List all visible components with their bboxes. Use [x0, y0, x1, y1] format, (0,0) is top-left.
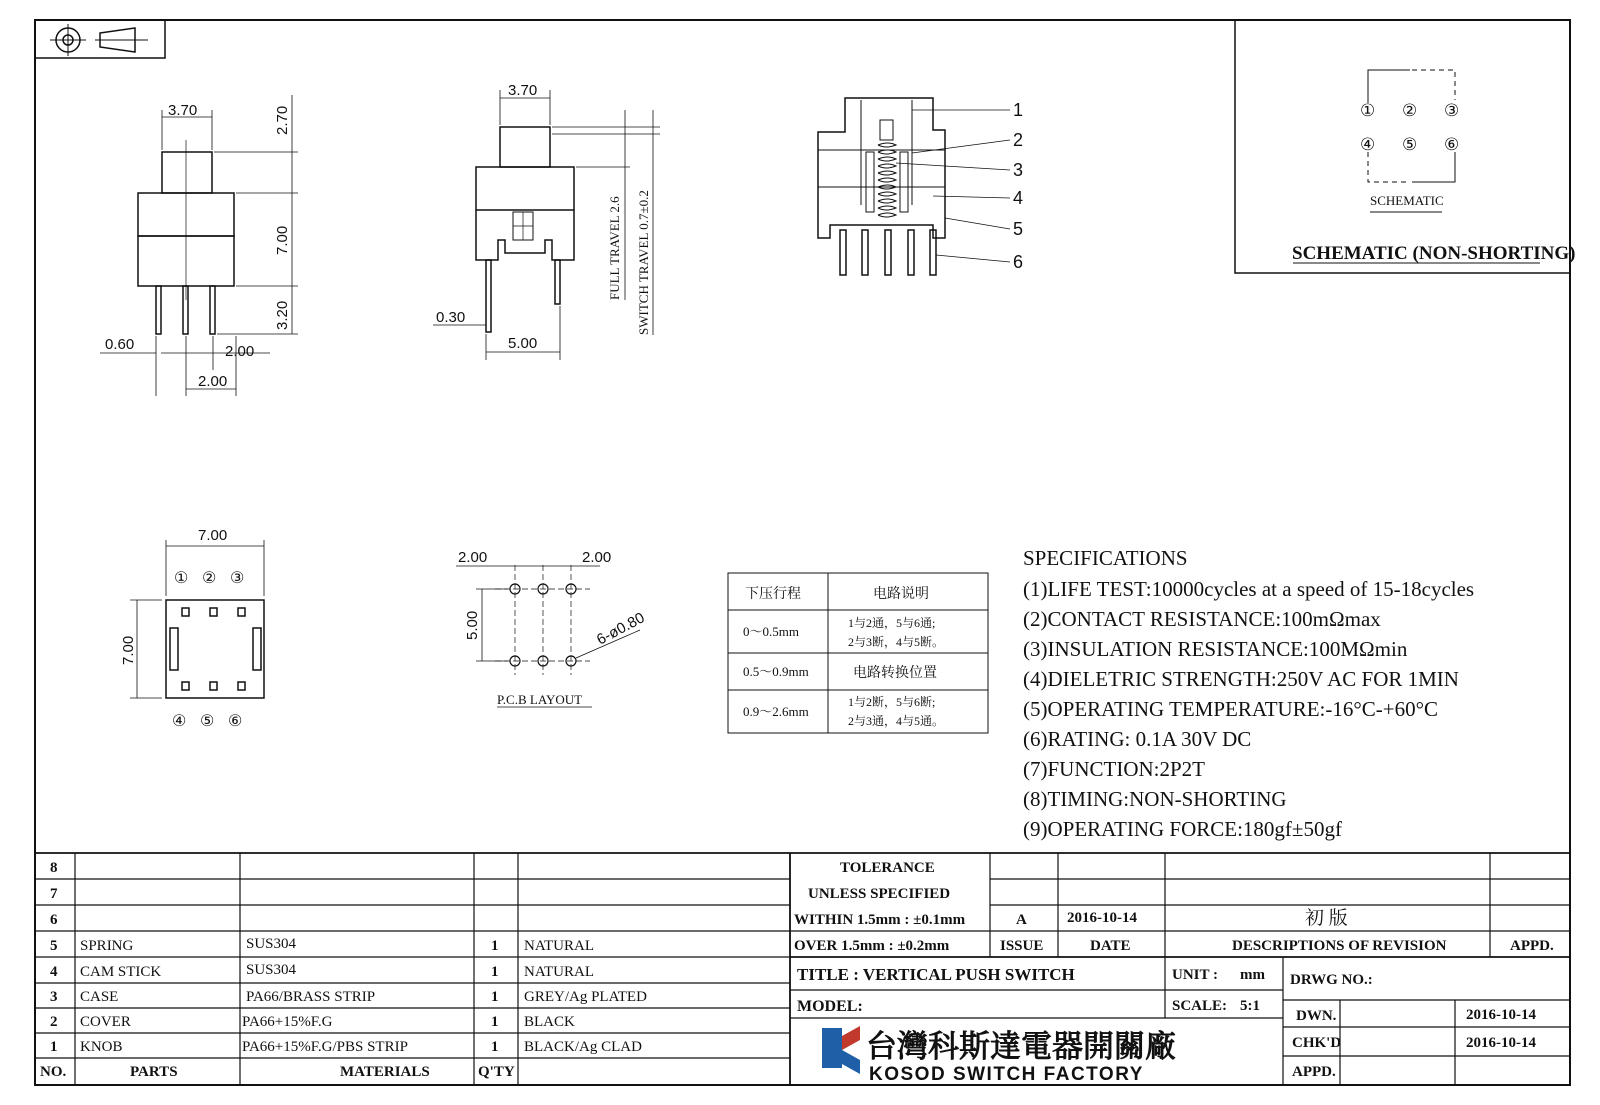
bom-no: 1: [50, 1039, 58, 1055]
bom-no: 7: [50, 886, 58, 902]
revision-header-appd: APPD.: [1510, 938, 1554, 954]
front-pins-dim: 3.20: [274, 300, 291, 330]
company-name-cn: 台灣科斯達電器開關廠: [866, 1029, 1176, 1064]
spec-item: (5)OPERATING TEMPERATURE:-16°C-+60°C: [1023, 697, 1439, 721]
bottom-pin-4: ④: [172, 713, 187, 730]
revision-issue: A: [1016, 912, 1027, 928]
bom-qty: 1: [491, 964, 499, 980]
spec-item: (7)FUNCTION:2P2T: [1023, 757, 1205, 781]
travel-row-3: 0.9～2.6mm: [743, 704, 809, 719]
bom-part: KNOB: [80, 1039, 123, 1055]
travel-row-1: 0～0.5mm: [743, 624, 799, 639]
bom-material: SUS304: [246, 936, 297, 952]
unit-label: UNIT :: [1172, 967, 1218, 983]
schematic-pin-4: ④: [1360, 135, 1376, 154]
switch-travel-dim: SWITCH TRAVEL 0.7±0.2: [636, 190, 651, 335]
bom-rows: [40, 860, 647, 1080]
side-span-dim: 5.00: [508, 335, 538, 352]
front-pitch-a-dim: 2.00: [225, 343, 255, 360]
bom-finish: NATURAL: [524, 938, 594, 954]
bom-part: CAM STICK: [80, 964, 162, 980]
spec-title: SPECIFICATIONS: [1023, 546, 1188, 570]
drawing-number-label: DRWG NO.:: [1290, 972, 1373, 988]
bom-part: COVER: [80, 1014, 131, 1030]
spec-item: (4)DIELETRIC STRENGTH:250V AC FOR 1MIN: [1023, 667, 1459, 691]
bottom-view: [130, 540, 264, 698]
company-logo-icon: [822, 1026, 860, 1074]
section-view: [818, 98, 1010, 275]
front-pitch-b-dim: 2.00: [198, 373, 228, 390]
revision-date: 2016-10-14: [1067, 910, 1137, 926]
bom-finish: GREY/Ag PLATED: [524, 989, 647, 1005]
travel-row-2: 0.5～0.9mm: [743, 664, 809, 679]
bottom-pin-5: ⑤: [200, 713, 215, 730]
bom-material: PA66/BRASS STRIP: [246, 989, 376, 1005]
front-width-dim: 3.70: [168, 102, 198, 119]
drawn-label: DWN.: [1296, 1008, 1337, 1024]
circuit-row-3a: 1与2断，5与6断;: [848, 695, 936, 709]
callout-5: 5: [1013, 219, 1024, 239]
front-body-dim: 7.00: [274, 225, 291, 255]
spec-item: (1)LIFE TEST:10000cycles at a speed of 15-18cycles: [1023, 577, 1475, 601]
schematic-pin-6: ⑥: [1444, 135, 1460, 154]
bom-finish: BLACK: [524, 1014, 575, 1030]
side-pin-thickness-dim: 0.30: [436, 309, 466, 326]
callout-3: 3: [1013, 160, 1024, 180]
bom-header-parts: PARTS: [130, 1064, 178, 1080]
bom-no: 5: [50, 938, 58, 954]
bom-no: 3: [50, 989, 58, 1005]
tolerance-subtitle: UNLESS SPECIFIED: [808, 886, 951, 902]
scale-value: 5:1: [1240, 998, 1260, 1014]
pcb-pitch-b-dim: 2.00: [582, 549, 612, 566]
projection-symbol-icon: [35, 20, 165, 58]
callout-1: 1: [1013, 100, 1024, 120]
side-width-dim: 3.70: [508, 82, 538, 99]
bom-no: 4: [50, 964, 58, 980]
tolerance-over: OVER 1.5mm : ±0.2mm: [794, 938, 950, 954]
bom-qty: 1: [491, 989, 499, 1005]
pcb-pitch-a-dim: 2.00: [458, 549, 488, 566]
bom-no: 2: [50, 1014, 58, 1030]
bom-header-qty: Q'TY: [478, 1064, 515, 1080]
drawn-date: 2016-10-14: [1466, 1007, 1536, 1023]
bom-no: 8: [50, 860, 58, 876]
full-travel-dim: FULL TRAVEL 2.6: [607, 196, 622, 300]
specifications: [1023, 546, 1474, 841]
bom-qty: 1: [491, 938, 499, 954]
bottom-pin-1: ①: [174, 570, 189, 587]
bom-no: 6: [50, 912, 58, 928]
company-name-en: KOSOD SWITCH FACTORY: [869, 1064, 1144, 1085]
bottom-pin-2: ②: [202, 570, 217, 587]
scale-label: SCALE:: [1172, 998, 1228, 1014]
circuit-row-1b: 2与3断，4与5断。: [848, 635, 945, 649]
schematic-title: SCHEMATIC (NON-SHORTING): [1292, 243, 1576, 264]
pcb-label: P.C.B LAYOUT: [497, 692, 583, 707]
bom-material: PA66+15%F.G: [242, 1014, 333, 1030]
schematic-pin-3: ③: [1444, 101, 1460, 120]
spec-item: (9)OPERATING FORCE:180gf±50gf: [1023, 817, 1342, 841]
callout-6: 6: [1013, 252, 1024, 272]
schematic-diagram: [1293, 70, 1540, 263]
bom-material: SUS304: [246, 962, 297, 978]
schematic-label: SCHEMATIC: [1370, 193, 1444, 208]
bom-finish: NATURAL: [524, 964, 594, 980]
bottom-pin-3: ③: [230, 570, 245, 587]
unit-value: mm: [1240, 967, 1265, 983]
spec-item: (3)INSULATION RESISTANCE:100MΩmin: [1023, 637, 1408, 661]
bom-part: SPRING: [80, 938, 134, 954]
spec-item: (2)CONTACT RESISTANCE:100mΩmax: [1023, 607, 1381, 631]
bottom-width-dim: 7.00: [198, 527, 228, 544]
callout-2: 2: [1013, 130, 1024, 150]
tolerance-within: WITHIN 1.5mm : ±0.1mm: [794, 912, 966, 928]
circuit-row-3b: 2与3通，4与5通。: [848, 714, 945, 728]
front-pin-width-dim: 0.60: [105, 336, 135, 353]
checked-date: 2016-10-14: [1466, 1035, 1536, 1051]
schematic-pin-5: ⑤: [1402, 135, 1418, 154]
front-top-dim: 2.70: [274, 105, 291, 135]
tolerance-title: TOLERANCE: [840, 860, 935, 876]
approved-label: APPD.: [1292, 1064, 1336, 1080]
bom-qty: 1: [491, 1039, 499, 1055]
revision-header-date: DATE: [1090, 938, 1131, 954]
spec-item: (6)RATING: 0.1A 30V DC: [1023, 727, 1252, 751]
pcb-holes-dim: 6-ø0.80: [593, 609, 648, 649]
travel-header: 下压行程: [745, 587, 801, 602]
circuit-row-1a: 1与2通，5与6通;: [848, 616, 936, 630]
model-label: MODEL:: [797, 998, 863, 1015]
revision-header-issue: ISSUE: [1000, 938, 1044, 954]
bom-finish: BLACK/Ag CLAD: [524, 1039, 642, 1055]
circuit-header: 电路说明: [873, 587, 929, 602]
bom-qty: 1: [491, 1014, 499, 1030]
revision-description: 初 版: [1305, 908, 1348, 929]
bom-header-no: NO.: [40, 1064, 67, 1080]
pcb-row-dim: 5.00: [464, 610, 481, 640]
bom-part: CASE: [80, 989, 119, 1005]
callout-4: 4: [1013, 188, 1024, 208]
bottom-pin-6: ⑥: [228, 713, 243, 730]
bottom-height-dim: 7.00: [120, 635, 137, 665]
schematic-pin-2: ②: [1402, 101, 1418, 120]
revision-header-desc: DESCRIPTIONS OF REVISION: [1232, 938, 1447, 954]
spec-item: (8)TIMING:NON-SHORTING: [1023, 787, 1287, 811]
drawing-title: TITLE : VERTICAL PUSH SWITCH: [797, 965, 1075, 984]
bom-header-materials: MATERIALS: [340, 1064, 430, 1080]
schematic-pin-1: ①: [1360, 101, 1376, 120]
circuit-row-2: 电路转换位置: [853, 666, 937, 681]
bom-material: PA66+15%F.G/PBS STRIP: [242, 1039, 408, 1055]
side-view: [433, 90, 660, 360]
checked-label: CHK'D: [1292, 1035, 1342, 1051]
